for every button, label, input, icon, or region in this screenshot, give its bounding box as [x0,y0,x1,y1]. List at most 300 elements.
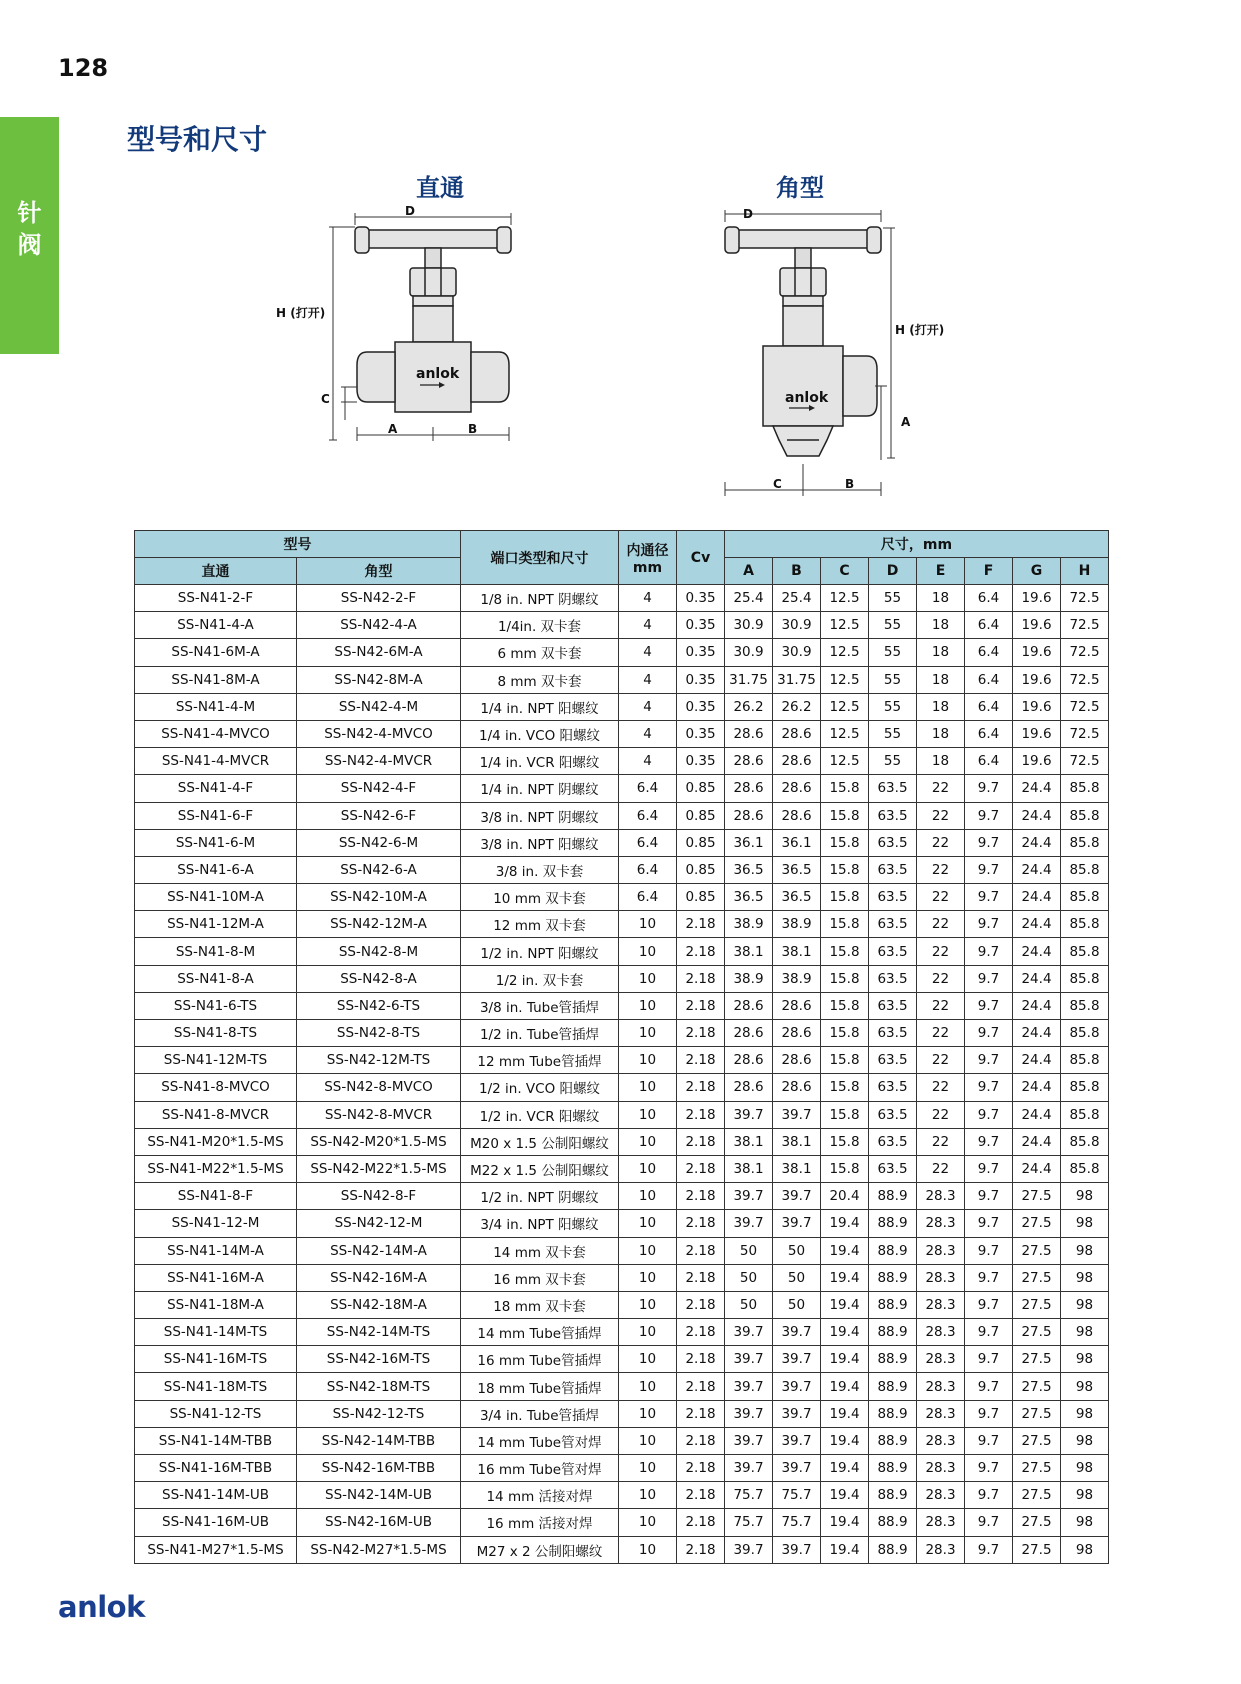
cell-dim-d: 88.9 [869,1346,917,1373]
cell-dim-f: 6.4 [965,693,1013,720]
cell-straight-model: SS-N41-M20*1.5-MS [135,1128,297,1155]
cell-dim-h: 98 [1061,1264,1109,1291]
cell-bore: 10 [619,1074,677,1101]
cell-port-type: 1/4 in. NPT 阴螺纹 [461,775,619,802]
cell-dim-g: 27.5 [1013,1264,1061,1291]
cell-dim-h: 85.8 [1061,1155,1109,1182]
cell-angle-model: SS-N42-14M-TS [297,1319,461,1346]
cell-dim-d: 88.9 [869,1373,917,1400]
cell-dim-e: 22 [917,992,965,1019]
cell-angle-model: SS-N42-12M-A [297,911,461,938]
straight-dim-h: H (打开) [276,306,326,320]
side-tab-char-1: 针 [17,199,42,227]
cell-dim-f: 9.7 [965,1047,1013,1074]
cell-dim-a: 39.7 [725,1400,773,1427]
header-bore-line1: 内通径 [626,542,669,559]
table-row [135,884,1109,911]
cell-dim-b: 28.6 [773,802,821,829]
cell-dim-d: 63.5 [869,911,917,938]
table-row [135,1400,1109,1427]
cell-dim-c: 15.8 [821,965,869,992]
cell-dim-c: 19.4 [821,1346,869,1373]
cell-angle-model: SS-N42-4-M [297,693,461,720]
cell-bore: 10 [619,1482,677,1509]
cell-dim-e: 28.3 [917,1183,965,1210]
cell-bore: 4 [619,612,677,639]
cell-dim-e: 22 [917,938,965,965]
table-row [135,1155,1109,1182]
cell-dim-h: 85.8 [1061,1020,1109,1047]
cell-port-type: 1/4 in. VCO 阳螺纹 [461,720,619,747]
cell-angle-model: SS-N42-16M-TS [297,1346,461,1373]
cell-dim-a: 75.7 [725,1509,773,1536]
cell-cv: 2.18 [677,1509,725,1536]
cell-angle-model: SS-N42-8-MVCO [297,1074,461,1101]
cell-straight-model: SS-N41-16M-TS [135,1346,297,1373]
straight-dim-b: B [468,422,478,436]
table-row [135,1319,1109,1346]
cell-dim-b: 30.9 [773,639,821,666]
cell-dim-b: 39.7 [773,1400,821,1427]
cell-straight-model: SS-N41-6-M [135,829,297,856]
cell-dim-h: 85.8 [1061,775,1109,802]
cell-dim-g: 27.5 [1013,1509,1061,1536]
cell-dim-f: 9.7 [965,1482,1013,1509]
cell-dim-f: 9.7 [965,1128,1013,1155]
cell-dim-g: 24.4 [1013,1101,1061,1128]
cell-dim-a: 28.6 [725,802,773,829]
cell-straight-model: SS-N41-16M-UB [135,1509,297,1536]
cell-bore: 10 [619,1427,677,1454]
cell-dim-b: 28.6 [773,775,821,802]
cell-cv: 2.18 [677,1373,725,1400]
cell-dim-b: 50 [773,1237,821,1264]
cell-dim-c: 19.4 [821,1482,869,1509]
cell-dim-d: 63.5 [869,1128,917,1155]
cell-dim-h: 98 [1061,1427,1109,1454]
table-row [135,1101,1109,1128]
cell-dim-d: 88.9 [869,1427,917,1454]
cell-cv: 0.35 [677,693,725,720]
table-row [135,1183,1109,1210]
cell-angle-model: SS-N42-14M-A [297,1237,461,1264]
cell-angle-model: SS-N42-M27*1.5-MS [297,1536,461,1563]
cell-cv: 2.18 [677,1400,725,1427]
cell-dim-b: 39.7 [773,1346,821,1373]
cell-bore: 10 [619,1319,677,1346]
cell-dim-c: 12.5 [821,666,869,693]
table-row [135,938,1109,965]
cell-dim-b: 28.6 [773,720,821,747]
cell-cv: 0.35 [677,720,725,747]
cell-port-type: 18 mm 双卡套 [461,1291,619,1318]
table-row [135,1128,1109,1155]
cell-straight-model: SS-N41-M22*1.5-MS [135,1155,297,1182]
cell-bore: 10 [619,1128,677,1155]
cell-dim-a: 38.1 [725,1155,773,1182]
table-row [135,911,1109,938]
cell-dim-b: 39.7 [773,1373,821,1400]
cell-dim-d: 88.9 [869,1264,917,1291]
cell-bore: 6.4 [619,856,677,883]
header-dim-e: E [917,558,965,585]
cell-straight-model: SS-N41-14M-A [135,1237,297,1264]
cell-cv: 2.18 [677,1128,725,1155]
cell-dim-b: 50 [773,1291,821,1318]
cell-dim-h: 85.8 [1061,992,1109,1019]
cell-bore: 10 [619,1183,677,1210]
cell-dim-f: 9.7 [965,1183,1013,1210]
cell-dim-e: 18 [917,612,965,639]
cell-angle-model: SS-N42-6-F [297,802,461,829]
cell-bore: 10 [619,992,677,1019]
cell-dim-g: 19.6 [1013,612,1061,639]
cell-bore: 10 [619,1210,677,1237]
cell-port-type: 3/8 in. NPT 阴螺纹 [461,802,619,829]
cell-dim-h: 72.5 [1061,612,1109,639]
cell-dim-c: 15.8 [821,1047,869,1074]
cell-dim-c: 19.4 [821,1264,869,1291]
header-dims: 尺寸，mm [725,531,1109,558]
cell-straight-model: SS-N41-8-F [135,1183,297,1210]
cell-cv: 2.18 [677,1427,725,1454]
cell-angle-model: SS-N42-18M-TS [297,1373,461,1400]
cell-cv: 2.18 [677,1237,725,1264]
cell-dim-f: 9.7 [965,911,1013,938]
cell-dim-a: 28.6 [725,992,773,1019]
cell-port-type: 1/4 in. NPT 阳螺纹 [461,693,619,720]
cell-dim-d: 88.9 [869,1509,917,1536]
cell-port-type: 1/4 in. VCR 阳螺纹 [461,748,619,775]
cell-dim-h: 85.8 [1061,1101,1109,1128]
cell-cv: 2.18 [677,1101,725,1128]
cell-bore: 10 [619,1291,677,1318]
cell-dim-e: 22 [917,1101,965,1128]
cell-dim-a: 39.7 [725,1427,773,1454]
angle-dim-h: H (打开) [895,323,945,337]
cell-bore: 10 [619,1509,677,1536]
table-row [135,1373,1109,1400]
cell-dim-h: 85.8 [1061,1047,1109,1074]
cell-cv: 2.18 [677,1264,725,1291]
cell-dim-d: 88.9 [869,1291,917,1318]
cell-dim-h: 98 [1061,1373,1109,1400]
cell-dim-f: 9.7 [965,775,1013,802]
cell-angle-model: SS-N42-8-TS [297,1020,461,1047]
straight-valve-diagram [276,204,545,475]
cell-dim-c: 19.4 [821,1427,869,1454]
cell-dim-b: 50 [773,1264,821,1291]
cell-dim-g: 19.6 [1013,639,1061,666]
header-dim-c: C [821,558,869,585]
cell-dim-a: 39.7 [725,1183,773,1210]
cell-angle-model: SS-N42-12M-TS [297,1047,461,1074]
cell-dim-d: 55 [869,612,917,639]
cell-dim-g: 27.5 [1013,1400,1061,1427]
cell-angle-model: SS-N42-8M-A [297,666,461,693]
section-title: 型号和尺寸 [127,123,268,156]
cell-bore: 6.4 [619,884,677,911]
cell-angle-model: SS-N42-2-F [297,585,461,612]
cell-dim-e: 28.3 [917,1455,965,1482]
cell-dim-g: 24.4 [1013,1074,1061,1101]
cell-port-type: M22 x 1.5 公制阳螺纹 [461,1155,619,1182]
cell-dim-c: 15.8 [821,802,869,829]
cell-dim-h: 85.8 [1061,1074,1109,1101]
cell-dim-e: 28.3 [917,1536,965,1563]
cell-dim-f: 9.7 [965,938,1013,965]
straight-diagram-title: 直通 [416,174,464,202]
cell-angle-model: SS-N42-6M-A [297,639,461,666]
cell-dim-c: 19.4 [821,1400,869,1427]
cell-dim-h: 98 [1061,1400,1109,1427]
cell-dim-a: 28.6 [725,1074,773,1101]
cell-port-type: 14 mm Tube管插焊 [461,1319,619,1346]
cell-port-type: 3/4 in. Tube管插焊 [461,1400,619,1427]
cell-dim-h: 85.8 [1061,856,1109,883]
cell-dim-f: 9.7 [965,1101,1013,1128]
header-dim-a: A [725,558,773,585]
cell-dim-d: 63.5 [869,829,917,856]
cell-dim-e: 22 [917,802,965,829]
cell-bore: 10 [619,1155,677,1182]
cell-cv: 0.35 [677,612,725,639]
cell-bore: 4 [619,748,677,775]
cell-dim-d: 88.9 [869,1183,917,1210]
cell-dim-g: 24.4 [1013,1020,1061,1047]
cell-dim-c: 12.5 [821,748,869,775]
cell-dim-g: 19.6 [1013,666,1061,693]
cell-dim-f: 9.7 [965,1400,1013,1427]
header-port: 端口类型和尺寸 [461,531,619,585]
cell-angle-model: SS-N42-14M-UB [297,1482,461,1509]
cell-straight-model: SS-N41-8-TS [135,1020,297,1047]
cell-dim-d: 88.9 [869,1210,917,1237]
cell-straight-model: SS-N41-16M-TBB [135,1455,297,1482]
cell-angle-model: SS-N42-10M-A [297,884,461,911]
cell-cv: 2.18 [677,1155,725,1182]
cell-dim-f: 9.7 [965,884,1013,911]
cell-dim-d: 55 [869,585,917,612]
cell-dim-b: 28.6 [773,1047,821,1074]
cell-cv: 2.18 [677,1346,725,1373]
cell-cv: 0.35 [677,748,725,775]
cell-dim-a: 39.7 [725,1210,773,1237]
cell-dim-f: 9.7 [965,829,1013,856]
header-bore [619,531,677,585]
table-row [135,1509,1109,1536]
cell-dim-g: 24.4 [1013,775,1061,802]
cell-dim-g: 27.5 [1013,1373,1061,1400]
cell-bore: 10 [619,1264,677,1291]
cell-dim-e: 22 [917,1020,965,1047]
cell-cv: 2.18 [677,1074,725,1101]
cell-dim-e: 22 [917,1047,965,1074]
angle-diagram-title: 角型 [776,174,824,202]
cell-dim-b: 39.7 [773,1427,821,1454]
cell-dim-f: 9.7 [965,1346,1013,1373]
cell-dim-e: 22 [917,775,965,802]
cell-dim-d: 88.9 [869,1536,917,1563]
cell-dim-h: 98 [1061,1237,1109,1264]
cell-dim-c: 12.5 [821,585,869,612]
cell-port-type: 1/2 in. NPT 阴螺纹 [461,1183,619,1210]
cell-dim-c: 15.8 [821,775,869,802]
cell-dim-d: 55 [869,748,917,775]
cell-dim-d: 63.5 [869,1047,917,1074]
cell-bore: 6.4 [619,802,677,829]
cell-dim-h: 72.5 [1061,748,1109,775]
cell-dim-d: 55 [869,639,917,666]
cell-dim-c: 19.4 [821,1319,869,1346]
cell-port-type: 14 mm 活接对焊 [461,1482,619,1509]
cell-dim-h: 72.5 [1061,693,1109,720]
cell-dim-h: 98 [1061,1291,1109,1318]
cell-dim-d: 63.5 [869,1020,917,1047]
cell-dim-h: 85.8 [1061,1128,1109,1155]
cell-dim-d: 55 [869,720,917,747]
cell-port-type: 14 mm Tube管对焊 [461,1427,619,1454]
cell-angle-model: SS-N42-M22*1.5-MS [297,1155,461,1182]
cell-dim-f: 9.7 [965,1074,1013,1101]
cell-straight-model: SS-N41-12M-A [135,911,297,938]
cell-cv: 2.18 [677,1319,725,1346]
cell-cv: 0.85 [677,775,725,802]
cell-straight-model: SS-N41-16M-A [135,1264,297,1291]
cell-dim-e: 28.3 [917,1509,965,1536]
cell-angle-model: SS-N42-14M-TBB [297,1427,461,1454]
cell-dim-e: 18 [917,639,965,666]
cell-straight-model: SS-N41-6-A [135,856,297,883]
cell-angle-model: SS-N42-8-F [297,1183,461,1210]
cell-dim-a: 39.7 [725,1536,773,1563]
cell-dim-c: 19.4 [821,1237,869,1264]
cell-dim-d: 63.5 [869,884,917,911]
table-row [135,693,1109,720]
cell-dim-d: 63.5 [869,802,917,829]
cell-dim-f: 9.7 [965,1291,1013,1318]
cell-dim-e: 22 [917,1128,965,1155]
cell-dim-a: 38.9 [725,965,773,992]
cell-cv: 0.85 [677,829,725,856]
cell-dim-h: 98 [1061,1509,1109,1536]
cell-port-type: 18 mm Tube管插焊 [461,1373,619,1400]
cell-dim-a: 36.1 [725,829,773,856]
cell-dim-b: 38.9 [773,965,821,992]
cell-dim-g: 27.5 [1013,1183,1061,1210]
cell-dim-b: 75.7 [773,1482,821,1509]
table-row [135,612,1109,639]
cell-dim-a: 50 [725,1237,773,1264]
header-cv: Cv [677,531,725,585]
cell-port-type: 16 mm 活接对焊 [461,1509,619,1536]
cell-dim-a: 28.6 [725,1047,773,1074]
cell-dim-a: 39.7 [725,1319,773,1346]
cell-dim-a: 28.6 [725,720,773,747]
cell-angle-model: SS-N42-4-F [297,775,461,802]
cell-dim-h: 98 [1061,1536,1109,1563]
cell-port-type: 8 mm 双卡套 [461,666,619,693]
cell-dim-h: 85.8 [1061,884,1109,911]
cell-straight-model: SS-N41-4-MVCO [135,720,297,747]
cell-dim-a: 39.7 [725,1346,773,1373]
cell-dim-h: 98 [1061,1210,1109,1237]
cell-straight-model: SS-N41-4-M [135,693,297,720]
table-row [135,666,1109,693]
cell-dim-g: 24.4 [1013,802,1061,829]
cell-dim-a: 39.7 [725,1101,773,1128]
cell-dim-b: 39.7 [773,1319,821,1346]
cell-dim-b: 26.2 [773,693,821,720]
cell-straight-model: SS-N41-8-M [135,938,297,965]
cell-angle-model: SS-N42-18M-A [297,1291,461,1318]
cell-dim-h: 98 [1061,1455,1109,1482]
cell-dim-e: 22 [917,884,965,911]
cell-angle-model: SS-N42-16M-TBB [297,1455,461,1482]
cell-dim-a: 39.7 [725,1455,773,1482]
cell-angle-model: SS-N42-6-A [297,856,461,883]
table-row [135,1047,1109,1074]
cell-angle-model: SS-N42-6-TS [297,992,461,1019]
cell-cv: 2.18 [677,938,725,965]
cell-dim-e: 22 [917,911,965,938]
cell-angle-model: SS-N42-4-MVCR [297,748,461,775]
cell-straight-model: SS-N41-6M-A [135,639,297,666]
straight-dim-c: C [321,392,330,406]
cell-dim-g: 24.4 [1013,992,1061,1019]
cell-port-type: 16 mm 双卡套 [461,1264,619,1291]
cell-cv: 2.18 [677,911,725,938]
cell-straight-model: SS-N41-8-MVCO [135,1074,297,1101]
cell-dim-f: 9.7 [965,1319,1013,1346]
cell-dim-a: 25.4 [725,585,773,612]
cell-straight-model: SS-N41-18M-A [135,1291,297,1318]
cell-dim-a: 39.7 [725,1373,773,1400]
cell-dim-d: 63.5 [869,938,917,965]
cell-dim-f: 9.7 [965,802,1013,829]
cell-dim-g: 24.4 [1013,938,1061,965]
cell-dim-b: 39.7 [773,1536,821,1563]
cell-angle-model: SS-N42-M20*1.5-MS [297,1128,461,1155]
header-dim-d: D [869,558,917,585]
cell-straight-model: SS-N41-4-F [135,775,297,802]
angle-dim-d: D [743,207,753,221]
cell-port-type: 1/2 in. 双卡套 [461,965,619,992]
cell-dim-h: 85.8 [1061,965,1109,992]
cell-bore: 10 [619,938,677,965]
table-row [135,802,1109,829]
model-dimension-table [134,530,1109,1564]
cell-dim-f: 6.4 [965,720,1013,747]
cell-dim-f: 9.7 [965,1536,1013,1563]
cell-dim-c: 12.5 [821,693,869,720]
cell-straight-model: SS-N41-8-A [135,965,297,992]
cell-cv: 2.18 [677,1536,725,1563]
cell-dim-a: 36.5 [725,884,773,911]
cell-dim-e: 28.3 [917,1346,965,1373]
cell-bore: 10 [619,1047,677,1074]
cell-dim-d: 63.5 [869,1074,917,1101]
straight-dim-a: A [388,422,398,436]
cell-dim-e: 22 [917,965,965,992]
cell-dim-d: 63.5 [869,992,917,1019]
cell-straight-model: SS-N41-M27*1.5-MS [135,1536,297,1563]
cell-dim-b: 36.5 [773,884,821,911]
cell-bore: 10 [619,1101,677,1128]
cell-straight-model: SS-N41-4-A [135,612,297,639]
cell-port-type: 1/2 in. Tube管插焊 [461,1020,619,1047]
cell-dim-e: 28.3 [917,1482,965,1509]
